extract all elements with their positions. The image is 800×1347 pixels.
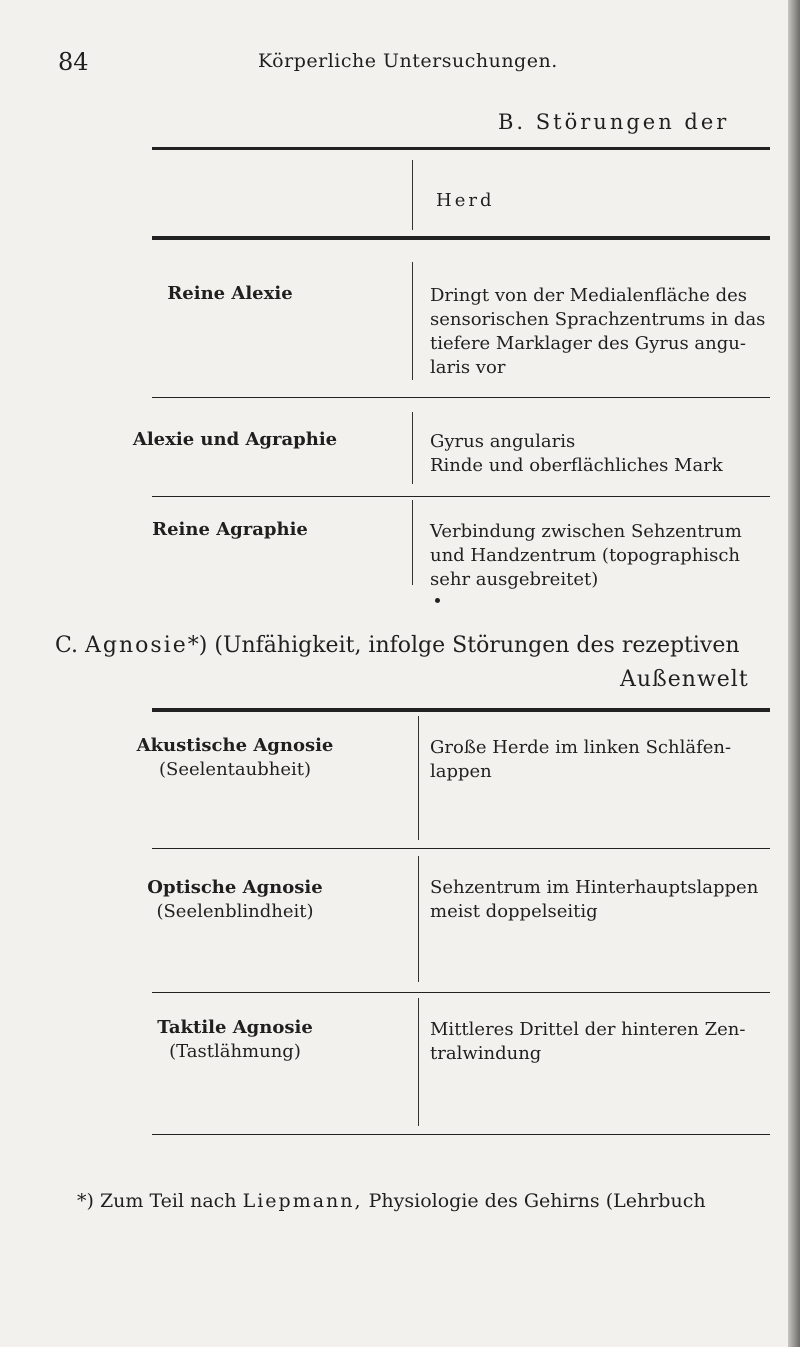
table-divider: [418, 998, 419, 1126]
table-divider: [412, 412, 413, 484]
table-row-name: Reine Alexie: [167, 283, 293, 304]
table-divider: [412, 262, 413, 380]
table-b-header-rule: [152, 236, 770, 240]
table-row-rule: [152, 992, 770, 993]
table-row-rule: [152, 397, 770, 398]
table-row-rule: [152, 496, 770, 497]
table-row-sub: (Seelenblindheit): [156, 901, 314, 922]
column-header-herd: Herd: [436, 190, 495, 211]
section-c-heading: C. Agnosie*) (Unfähigkeit, infolge Störungen des rezeptiven: [55, 633, 740, 658]
table-row-desc: Mittleres Drittel der hinteren Zen- tralwindung: [430, 1019, 746, 1064]
table-b-top-rule: [152, 147, 770, 150]
table-row-name: Alexie und Agraphie: [132, 429, 338, 450]
table-divider: [418, 716, 419, 840]
table-row-sub: (Seelentaubheit): [159, 759, 311, 780]
table-b-header-divider: [412, 160, 413, 230]
table-row-name: Akustische Agnosie: [136, 735, 334, 756]
table-divider: [412, 500, 413, 585]
running-title: Körperliche Untersuchungen.: [258, 50, 558, 72]
table-row-rule: [152, 1134, 770, 1135]
table-row-desc: Verbindung zwischen Sehzentrum und Handzentrum (topographisch sehr ausgebreitet): [430, 521, 742, 590]
table-row-desc: Sehzentrum im Hinterhauptslappen meist doppelseitig: [430, 877, 759, 922]
table-row-sub: (Tastlähmung): [169, 1041, 301, 1062]
section-c-heading-line2: Außenwelt: [620, 667, 749, 692]
print-speck: [435, 598, 440, 603]
page-edge-shadow: [788, 0, 800, 1347]
table-row-rule: [152, 848, 770, 849]
section-b-heading: B. Störungen der: [498, 110, 730, 134]
table-row-name: Optische Agnosie: [147, 877, 323, 898]
table-row-desc: Gyrus angularis Rinde und oberflächliches Mark: [430, 431, 723, 476]
table-row-name: Taktile Agnosie: [157, 1017, 313, 1038]
table-row-desc: Große Herde im linken Schläfen- lappen: [430, 737, 732, 782]
table-divider: [418, 856, 419, 982]
page-number: 84: [58, 48, 89, 76]
table-c-top-rule: [152, 708, 770, 712]
footnote: *) Zum Teil nach Liepmann, Physiologie des Gehirns (Lehrbuch: [77, 1190, 706, 1212]
section-b-heading-wrap: [498, 110, 768, 144]
table-row-name: Reine Agraphie: [152, 519, 308, 540]
table-row-desc: Dringt von der Medialenfläche des sensorischen Sprachzentrums in das tiefere Marklager des Gyrus angu- laris vor: [430, 285, 766, 378]
